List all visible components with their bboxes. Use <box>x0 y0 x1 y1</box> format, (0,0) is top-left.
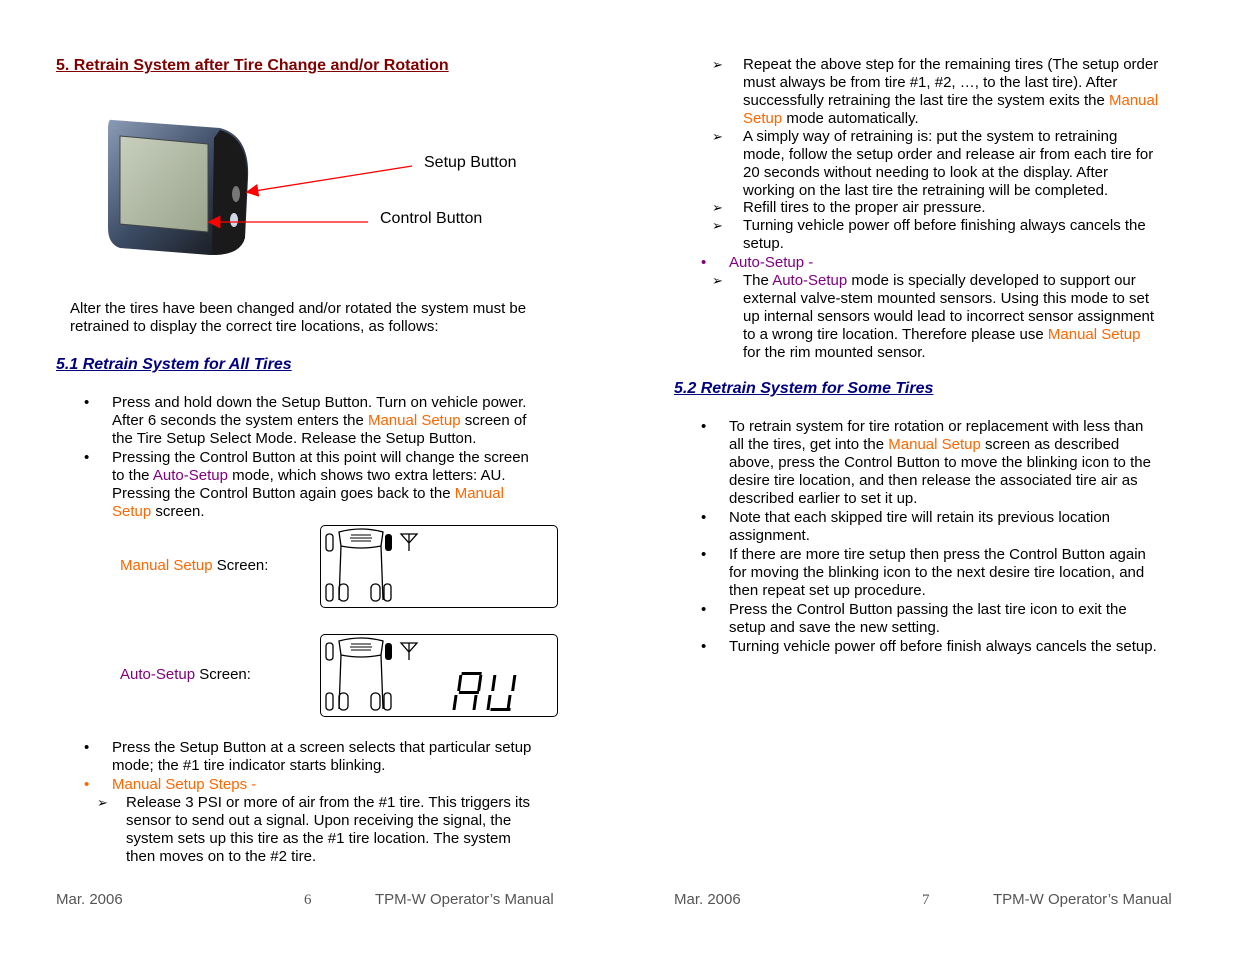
bullet-1-line-1: Press and hold down the Setup Button. Turn on vehicle power. <box>112 394 527 411</box>
some-tires-1-line-2: all the tires, get into the Manual Setup screen as described <box>729 436 1120 453</box>
bullet-2-line-3: Pressing the Control Button again goes back to the Manual <box>112 485 504 502</box>
power-off-line-1: Turning vehicle power off before finishing always cancels the <box>743 217 1146 234</box>
power-off-line-2: setup. <box>743 235 784 252</box>
repeat-step-line-1: Repeat the above step for the remaining tires (The setup order <box>743 56 1159 73</box>
refill-tires-line: Refill tires to the proper air pressure. <box>743 199 986 216</box>
some-tires-2-line-2: assignment. <box>729 527 810 544</box>
repeat-step-line-3: successfully retraining the last tire the system exits the Manual <box>743 92 1159 109</box>
tire-icon <box>326 693 391 710</box>
repeat-step-line-2: must always be from tire #1, #2, …, to the last tire). After <box>743 74 1118 91</box>
bullet-3-line-1: Press the Setup Button at a screen selects that particular setup <box>112 739 532 756</box>
repeat-step-line-4: Setup mode automatically. <box>743 110 919 127</box>
antenna-icon <box>401 643 417 660</box>
auto-setup-line-1: The Auto-Setup mode is specially developed to support our <box>743 272 1136 289</box>
bullet-icon: • <box>84 449 90 466</box>
auto-setup-lcd <box>320 634 558 717</box>
simple-way-line-2: mode, follow the setup order and release air from each tire for <box>743 146 1154 163</box>
bullet-3-line-2: mode; the #1 tire indicator starts blinking. <box>112 757 386 774</box>
some-tires-1-line-4: desire tire location, and then release the associated tire air as <box>729 472 1138 489</box>
footer-page-number: 7 <box>922 892 930 908</box>
simple-way-line-3: 20 seconds without needing to look at the display. After <box>743 164 1108 181</box>
subsection-5-2-heading: 5.2 Retrain System for Some Tires <box>674 380 934 397</box>
arrow-bullet-icon: ➢ <box>712 129 723 144</box>
bullet-icon: • <box>84 394 90 411</box>
auto-setup-screen-label: Auto-Setup Screen: <box>120 666 251 683</box>
subsection-5-1-heading: 5.1 Retrain System for All Tires <box>56 356 292 373</box>
some-tires-4-line-1: Press the Control Button passing the last tire icon to exit the <box>729 601 1127 618</box>
bullet-1-line-2: After 6 seconds the system enters the Manual Setup screen of <box>112 412 527 429</box>
car-icon <box>326 529 392 600</box>
some-tires-5-line: Turning vehicle power off before finish always cancels the setup. <box>729 638 1157 655</box>
some-tires-1-line-1: To retrain system for tire rotation or replacement with less than <box>729 418 1144 435</box>
footer-title: TPM-W Operator’s Manual <box>375 891 554 908</box>
some-tires-3-line-3: then repeat set up procedure. <box>729 582 926 599</box>
some-tires-3-line-2: for moving the blinking icon to the next desire tire location, and <box>729 564 1145 581</box>
footer-date: Mar. 2006 <box>674 891 741 908</box>
manual-setup-steps-heading: Manual Setup Steps - <box>112 776 257 793</box>
arrow-bullet-icon: ➢ <box>712 273 723 288</box>
auto-setup-line-3: up internal sensors would lead to incorrect sensor assignment <box>743 308 1155 325</box>
intro-line-2: retrained to display the correct tire locations, as follows: <box>70 318 439 335</box>
bullet-icon: • <box>701 601 707 618</box>
lcd-icons <box>321 526 557 607</box>
auto-setup-line-2: external valve-stem mounted sensors. Using this mode to set <box>743 290 1150 307</box>
arrow-bullet-icon: ➢ <box>97 795 108 810</box>
simple-way-line-1: A simply way of retraining is: put the system to retraining <box>743 128 1118 145</box>
auto-setup-heading: Auto-Setup - <box>729 254 814 271</box>
bullet-icon: • <box>701 418 707 435</box>
auto-setup-line-4: to a wrong tire location. Therefore please use Manual Setup <box>743 326 1141 343</box>
car-icon <box>326 638 392 709</box>
simple-way-line-4: working on the last tire the retraining will be completed. <box>743 182 1109 199</box>
intro-line-1: Alter the tires have been changed and/or rotated the system must be <box>70 300 527 317</box>
bullet-2-line-1: Pressing the Control Button at this point will change the screen <box>112 449 529 466</box>
bullet-1-line-3: the Tire Setup Select Mode. Release the Setup Button. <box>112 430 477 447</box>
bullet-icon: • <box>701 254 707 271</box>
arrow-bullet-icon: ➢ <box>712 218 723 233</box>
manual-setup-lcd <box>320 525 558 608</box>
some-tires-4-line-2: setup and save the new setting. <box>729 619 940 636</box>
bullet-icon: • <box>701 638 707 655</box>
lcd-icons <box>321 635 557 716</box>
tpm-device-photo <box>100 108 260 263</box>
step-1-line-3: system sets up this tire as the #1 tire location. The system <box>126 830 511 847</box>
step-1-line-4: then moves on to the #2 tire. <box>126 848 317 865</box>
some-tires-2-line-1: Note that each skipped tire will retain its previous location <box>729 509 1111 526</box>
footer-date: Mar. 2006 <box>56 891 123 908</box>
antenna-icon <box>401 534 417 551</box>
footer-page-number: 6 <box>304 892 312 908</box>
bullet-2-line-4: Setup screen. <box>112 503 205 520</box>
tire-icon <box>326 584 391 601</box>
arrow-bullet-icon: ➢ <box>712 200 723 215</box>
bullet-icon: • <box>701 509 707 526</box>
arrow-bullet-icon: ➢ <box>712 57 723 72</box>
bullet-icon: • <box>84 739 90 756</box>
step-1-line-1: Release 3 PSI or more of air from the #1 tire. This triggers its <box>126 794 531 811</box>
bullet-2-line-2: to the Auto-Setup mode, which shows two extra letters: AU. <box>112 467 506 484</box>
section-5-heading: 5. Retrain System after Tire Change and/or Rotation <box>56 57 449 74</box>
footer-title: TPM-W Operator’s Manual <box>993 891 1172 908</box>
au-segment-display <box>452 672 516 711</box>
step-1-line-2: sensor to send out a signal. Upon receiving the signal, the <box>126 812 512 829</box>
manual-setup-screen-label: Manual Setup Screen: <box>120 557 269 574</box>
auto-setup-line-5: for the rim mounted sensor. <box>743 344 926 361</box>
some-tires-1-line-5: described earlier to set it up. <box>729 490 918 507</box>
some-tires-1-line-3: above, press the Control Button to move the blinking icon to the <box>729 454 1151 471</box>
control-button-callout: Control Button <box>380 210 483 227</box>
bullet-icon: • <box>84 776 90 793</box>
setup-button-callout: Setup Button <box>424 154 517 171</box>
bullet-icon: • <box>701 546 707 563</box>
some-tires-3-line-1: If there are more tire setup then press the Control Button again <box>729 546 1146 563</box>
